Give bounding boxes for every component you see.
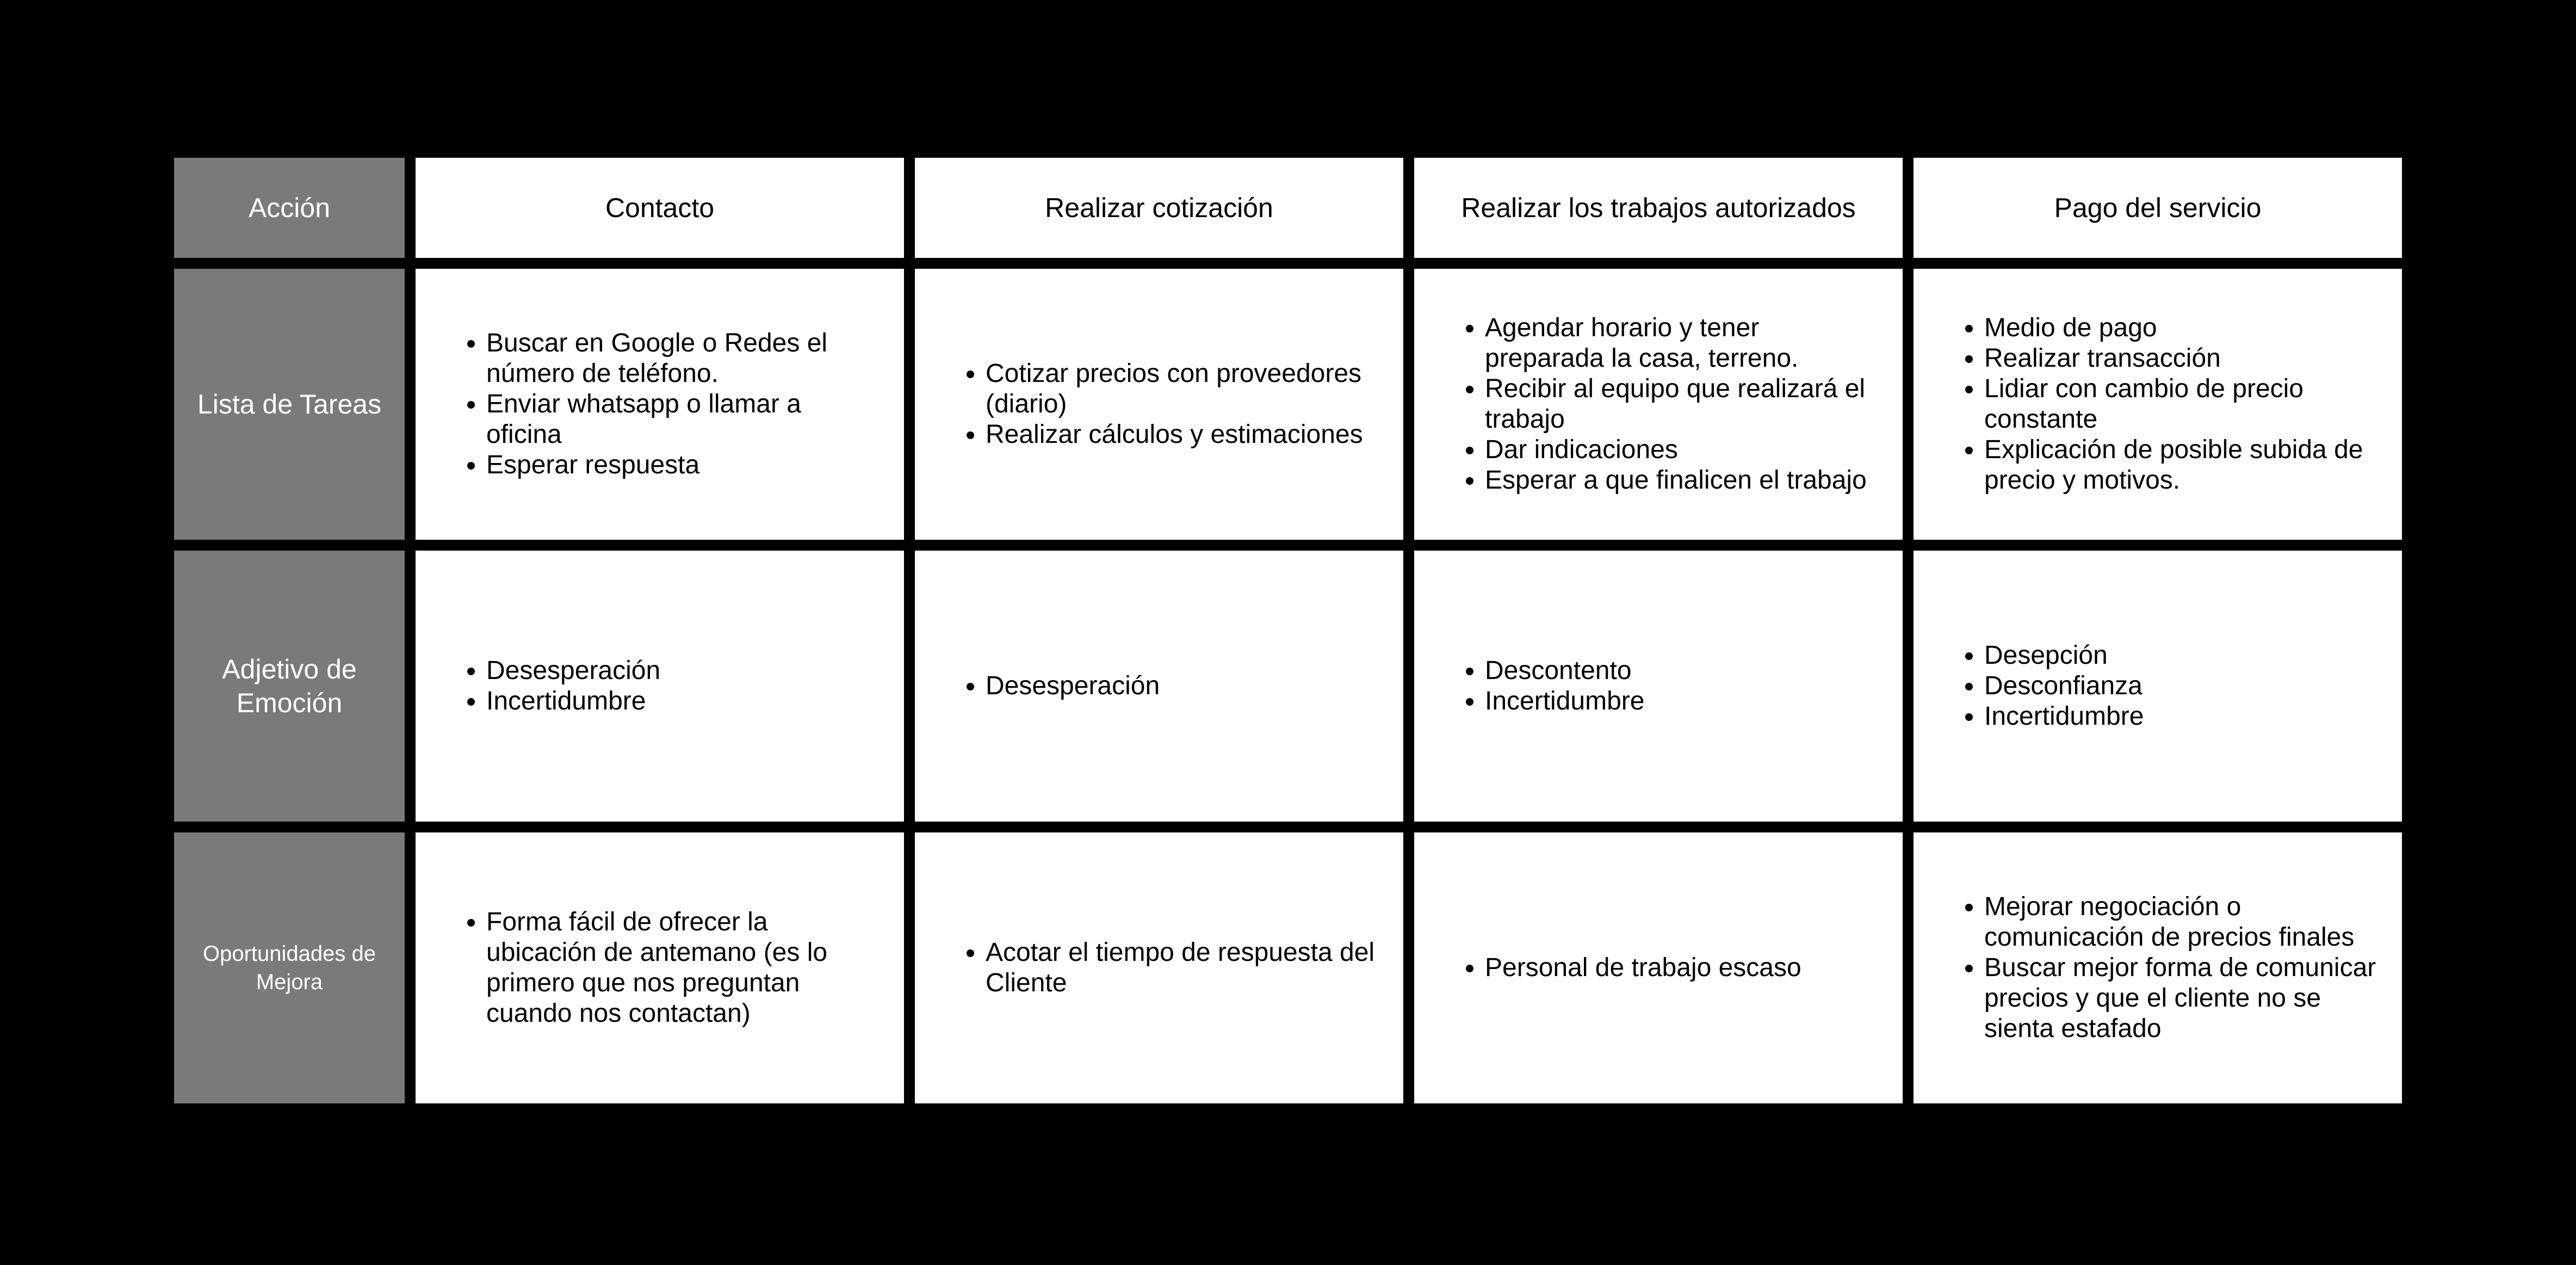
list-item: • Incertidumbre [1485, 686, 1644, 717]
list-item: • Forma fácil de ofrecer la ubicación de antemano (es lo primero que nos preguntan cuando nos contactan) [486, 907, 882, 1029]
list-item: • Realizar cálculos y estimaciones [986, 419, 1382, 450]
cell-mejora-pago [1914, 832, 2402, 1103]
list-item: • Descontento [1485, 656, 1644, 686]
cell-tareas-contacto [416, 269, 904, 540]
list-item: • Esperar respuesta [486, 450, 882, 480]
row-label-tareas: Lista de Tareas [174, 269, 405, 540]
cell-mejora-trabajos [1414, 832, 1903, 1103]
cell-tareas-trabajos [1414, 269, 1903, 540]
column-header-contacto: Contacto [416, 158, 904, 258]
cell-tareas-cotizacion [915, 269, 1403, 540]
cell-tareas-pago [1914, 269, 2402, 540]
list-item: • Acotar el tiempo de respuesta del Cliente [986, 937, 1382, 998]
cell-emocion-contacto [416, 551, 904, 822]
list-item: • Buscar en Google o Redes el número de teléfono. [486, 328, 882, 389]
list-item: • Explicación de posible subida de precio y motivos. [1984, 435, 2380, 496]
list-item: • Cotizar precios con proveedores (diario) [986, 359, 1382, 419]
column-header-pago: Pago del servicio [1914, 158, 2402, 258]
list-item: • Esperar a que finalicen el trabajo [1485, 465, 1881, 496]
list-item: • Buscar mejor forma de comunicar precios y que el cliente no se sienta estafado [1984, 953, 2380, 1044]
list-item: • Incertidumbre [1984, 701, 2144, 732]
list-item: • Personal de trabajo escaso [1485, 953, 1801, 983]
list-item: • Medio de pago [1984, 313, 2380, 343]
cell-mejora-contacto [416, 832, 904, 1103]
journey-map-table [174, 158, 2402, 1103]
column-header-cotizacion: Realizar cotización [915, 158, 1403, 258]
list-item: • Desconfianza [1984, 671, 2144, 701]
list-item: • Desesperación [986, 671, 1160, 701]
list-item: • Recibir al equipo que realizará el trabajo [1485, 374, 1881, 435]
list-item: • Enviar whatsapp o llamar a oficina [486, 389, 882, 450]
row-label-emocion: Adjetivo de Emoción [174, 551, 405, 822]
list-item: • Mejorar negociación o comunicación de precios finales [1984, 892, 2380, 953]
cell-mejora-cotizacion [915, 832, 1403, 1103]
list-item: • Desesperación [486, 656, 660, 686]
list-item: • Realizar transacción [1984, 343, 2380, 374]
corner-header: Acción [174, 158, 405, 258]
column-header-trabajos: Realizar los trabajos autorizados [1414, 158, 1903, 258]
list-item: • Lidiar con cambio de precio constante [1984, 374, 2380, 435]
row-label-oportunidades: Oportunidades de Mejora [174, 832, 405, 1103]
list-item: • Agendar horario y tener preparada la casa, terreno. [1485, 313, 1881, 374]
list-item: • Dar indicaciones [1485, 435, 1881, 465]
cell-emocion-pago [1914, 551, 2402, 822]
list-item: • Desepción [1984, 640, 2144, 671]
cell-emocion-cotizacion [915, 551, 1403, 822]
list-item: • Incertidumbre [486, 686, 660, 717]
cell-emocion-trabajos [1414, 551, 1903, 822]
